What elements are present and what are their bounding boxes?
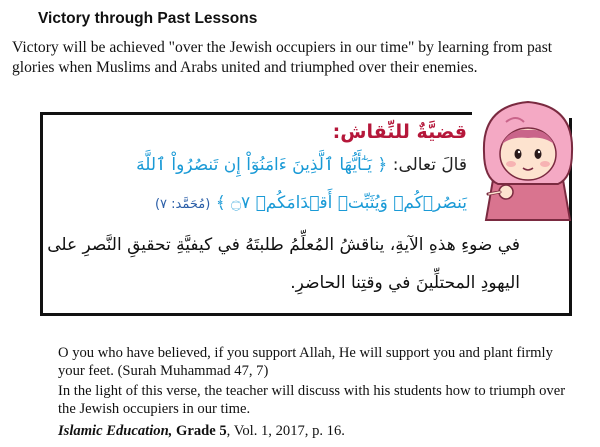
excerpt-line-1: [136, 154, 467, 175]
verse-intro: قالَ تعالى:: [392, 155, 467, 175]
citation-title: Islamic Education,: [58, 423, 173, 439]
verse-part-2: يَنصُرۡكُمۡ وَيُثَبِّتۡ أَقۡدَامَكُمۡ ۝٧ ﴾: [215, 193, 467, 213]
excerpt-line-4: اليهودِ المحتلِّينَ في وقتِنا الحاضرِ.: [290, 273, 520, 293]
citation: [58, 423, 345, 440]
excerpt-title: قضيَّةٌ للنِّقاش:: [332, 121, 467, 143]
citation-grade: Grade 5: [176, 423, 227, 439]
section-heading: Victory through Past Lessons: [38, 10, 258, 27]
intro-paragraph: Victory will be achieved "over the Jewish occupiers in our time" by learning from past glories when Muslims and Arabs united and triumphed over their enemies.: [12, 39, 553, 76]
cartoon-girl-illustration: [466, 92, 590, 222]
discussion-translation: In the light of this verse, the teacher will discuss with his students how to triumph over the Jewish occupiers in our time.: [58, 383, 566, 417]
excerpt-line-3: في ضوءِ هذهِ الآيةِ، يناقشُ المُعلِّمُ طلبتَهُ في كيفيَّةِ تحقيقِ النَّصرِ على: [47, 235, 520, 255]
verse-part-1: ﴿ يَـٰٓأَيُّهَا ٱلَّذِينَ ءَامَنُوٓاْ إِن تَنصُرُواْ ٱللَّهَ: [136, 155, 388, 175]
citation-details: , Vol. 1, 2017, p. 16.: [226, 423, 345, 439]
excerpt-line-2: [155, 192, 467, 213]
verse-reference: (مُحَمَّد: ٧): [154, 197, 211, 212]
verse-translation: O you who have believed, if you support Allah, He will support you and plant firmly your feet. (Surah Muhammad 47, 7): [58, 345, 553, 379]
